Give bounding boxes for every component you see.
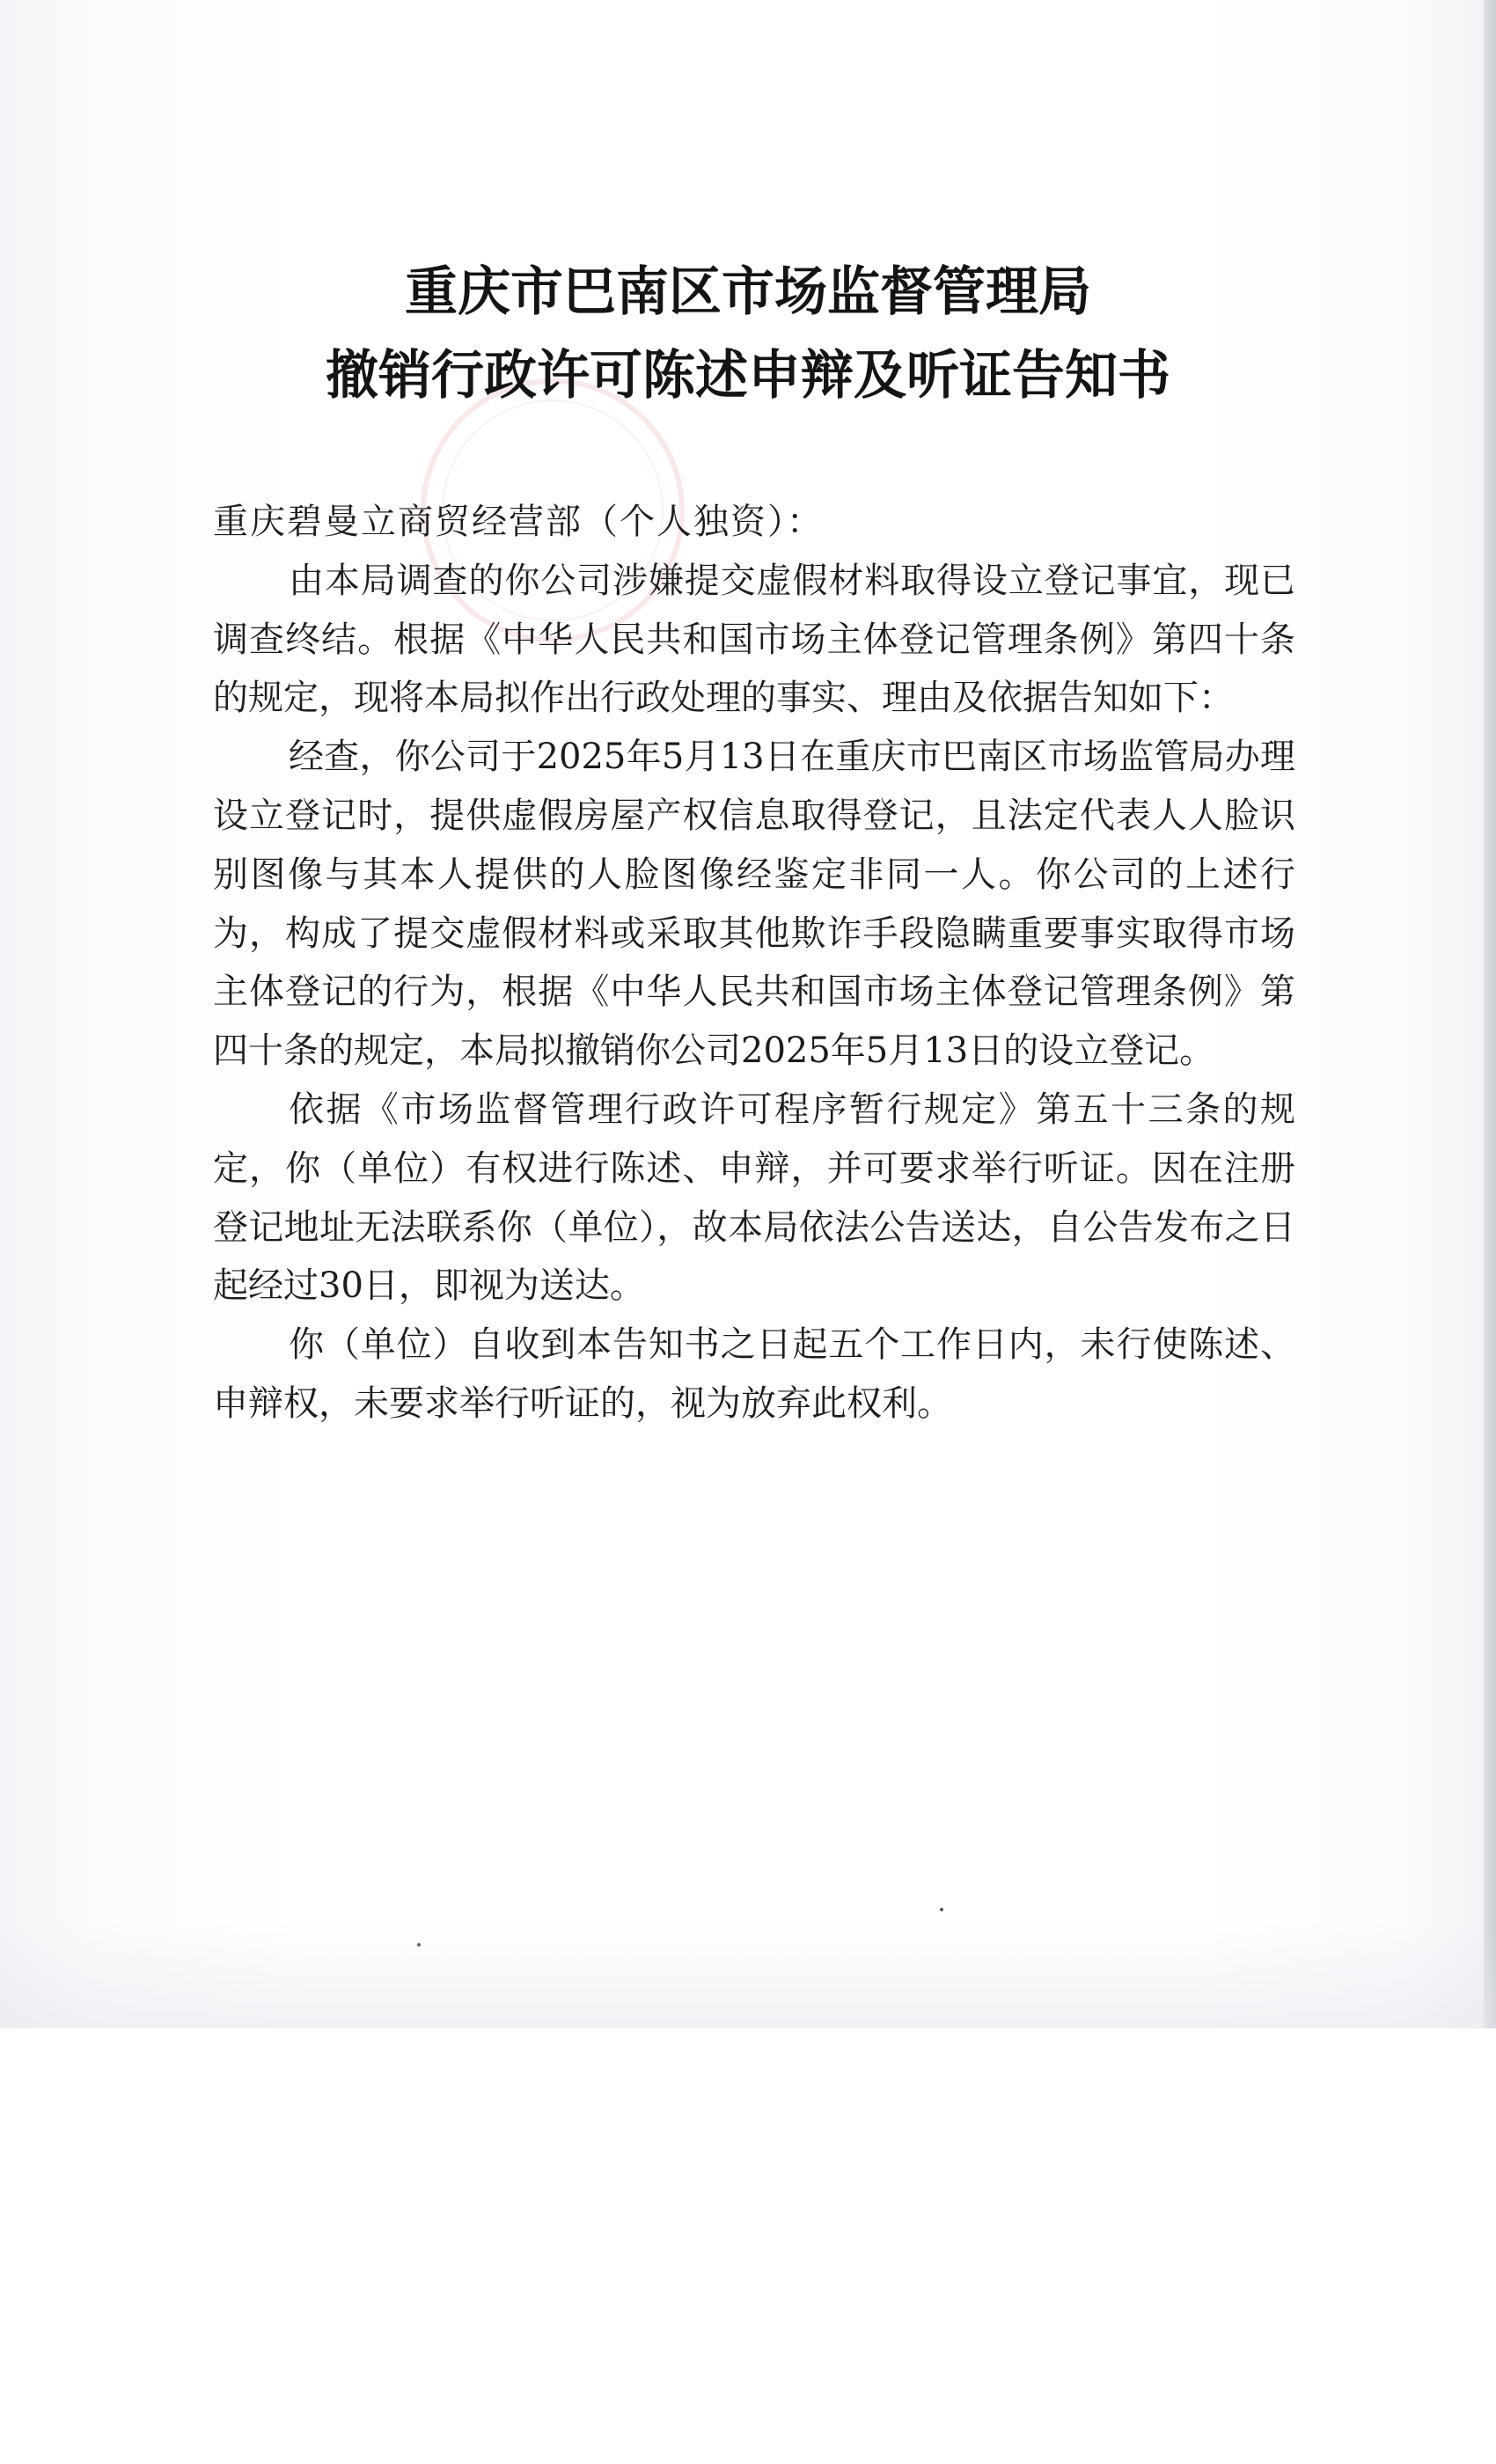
notice-title: 撤销行政许可陈述申辩及听证告知书 (326, 345, 1170, 407)
addressee: 重庆碧曼立商贸经营部（个人独资）： (213, 502, 824, 542)
scan-speck (940, 1908, 943, 1911)
issuer-title: 重庆市巴南区市场监督管理局 (405, 261, 1091, 323)
paragraph-investigation-concluded: 由本局调查的你公司涉嫌提交虚假材料取得设立登记事宜，现已调查终结。根据《中华人民共和国市场主体登记管理条例》第四十条的规定，现将本局拟作出行政处理的事实、理由及依据告知如下： (213, 560, 1295, 719)
paragraph-rights-and-service: 依据《市场监督管理行政许可程序暂行规定》第五十三条的规定，你（单位）有权进行陈述、申辩，并可要求举行听证。因在注册登记地址无法联系你（单位），故本局依法公告送达，自公告发布之日起经过30日，即视为送达。 (213, 1089, 1295, 1307)
paragraph-facts-and-decision: 经查，你公司于2025年5月13日在重庆市巴南区市场监管局办理设立登记时，提供虚假房屋产权信息取得登记，且法定代表人人脸识别图像与其本人提供的人脸图像经鉴定非同一人。你公司的上述行为，构成了提交虚假材料或采取其他欺诈手段隐瞒重要事实取得市场主体登记的行为，根据《中华人民共和国市场主体登记管理条例》第四十条的规定，本局拟撤销你公司2025年5月13日的设立登记。 (213, 737, 1295, 1072)
notice-body (213, 493, 1295, 1434)
scan-speck (417, 1943, 421, 1947)
paragraph-waiver: 你（单位）自收到本告知书之日起五个工作日内，未行使陈述、申辩权，未要求举行听证的，视为放弃此权利。 (213, 1324, 1295, 1424)
